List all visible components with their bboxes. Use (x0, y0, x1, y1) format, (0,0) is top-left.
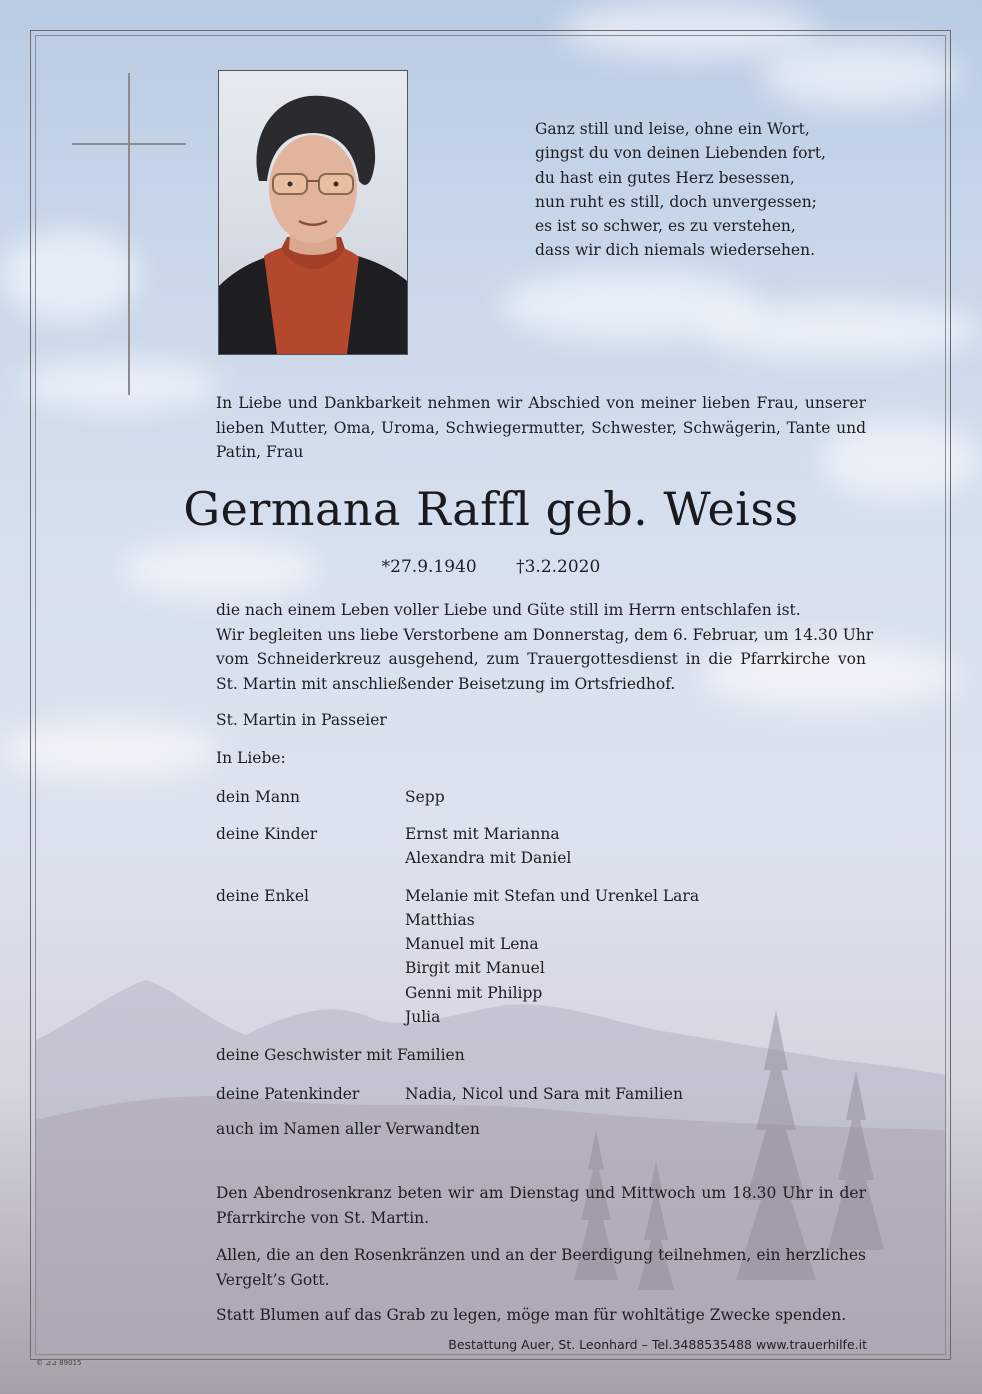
poem-line: Ganz still und leise, ohne ein Wort, (535, 120, 810, 138)
flowers-note: Statt Blumen auf das Grab zu legen, möge man für wohltätige Zwecke spenden. (216, 1306, 847, 1324)
poem-line: nun ruht es still, doch unvergessen; (535, 192, 817, 211)
mourner-name: Ernst mit Marianna (405, 825, 560, 843)
portrait-photo (218, 70, 408, 355)
deceased-name: Germana Raffl geb. Weiss (183, 482, 799, 536)
mourner-name: Nadia, Nicol und Sara mit Familien (405, 1085, 683, 1103)
thanks-line: Vergelt’s Gott. (216, 1270, 330, 1289)
mourner-name: Sepp (405, 788, 445, 806)
birth-date: *27.9.1940 (381, 557, 477, 577)
in-love-label: In Liebe: (216, 749, 286, 767)
mourner-relation: deine Geschwister mit Familien (216, 1046, 465, 1064)
poem-line: dass wir dich niemals wiedersehen. (535, 241, 816, 260)
mourner-name: Alexandra mit Daniel (405, 849, 572, 867)
mourner-relation: deine Kinder (216, 825, 318, 843)
mourner-relation: deine Enkel (216, 887, 309, 905)
thanks-paragraph (216, 1243, 866, 1292)
death-date: †3.2.2020 (516, 557, 601, 577)
place: St. Martin in Passeier (216, 711, 387, 729)
print-code: © ⊿⊿ 89015 (36, 1359, 82, 1367)
mourner-name: Matthias (405, 911, 475, 929)
mourner-name: Birgit mit Manuel (405, 959, 545, 977)
mourner-relation: deine Patenkinder (216, 1085, 360, 1103)
poem-line: du hast ein gutes Herz besessen, (535, 168, 795, 187)
mourner-name: Manuel mit Lena (405, 935, 539, 953)
body-line: St. Martin mit anschließender Beisetzung im Ortsfriedhof. (216, 674, 676, 693)
poem-line: gingst du von deinen Liebenden fort, (535, 144, 826, 163)
rosary-line: Pfarrkirche von St. Martin. (216, 1208, 430, 1227)
funeral-paragraph (216, 598, 874, 696)
relatives-line: auch im Namen aller Verwandten (216, 1120, 480, 1138)
intro-line: Patin, Frau (216, 443, 304, 462)
mourner-name: Genni mit Philipp (405, 984, 543, 1002)
intro-line: In Liebe und Dankbarkeit nehmen wir Abschied von meiner lieben Frau, unserer (216, 394, 866, 412)
mourner-name: Melanie mit Stefan und Urenkel Lara (405, 887, 700, 905)
mourner-relation: dein Mann (216, 788, 301, 806)
body-line: vom Schneiderkreuz ausgehend, zum Trauergottesdienst in die Pfarrkirche von (216, 650, 866, 669)
intro-paragraph (216, 391, 866, 465)
life-dates (0, 557, 982, 577)
body-line: Wir begleiten uns liebe Verstorbene am Donnerstag, dem 6. Februar, um 14.30 Uhr (216, 625, 874, 644)
rosary-line: Den Abendrosenkranz beten wir am Dienstag und Mittwoch um 18.30 Uhr in der (216, 1184, 866, 1202)
intro-line: lieben Mutter, Oma, Uroma, Schwiegermutter, Schwester, Schwägerin, Tante und (216, 418, 866, 437)
mourner-name: Julia (405, 1008, 441, 1026)
rosary-paragraph (216, 1181, 866, 1230)
funeral-home-footer: Bestattung Auer, St. Leonhard – Tel.3488535488 www.trauerhilfe.it (448, 1337, 867, 1352)
thanks-line: Allen, die an den Rosenkränzen und an der Beerdigung teilnehmen, ein herzliches (216, 1246, 866, 1264)
poem (535, 117, 855, 263)
body-line: die nach einem Leben voller Liebe und Güte still im Herrn entschlafen ist. (216, 601, 801, 619)
poem-line: es ist so schwer, es zu verstehen, (535, 217, 796, 236)
